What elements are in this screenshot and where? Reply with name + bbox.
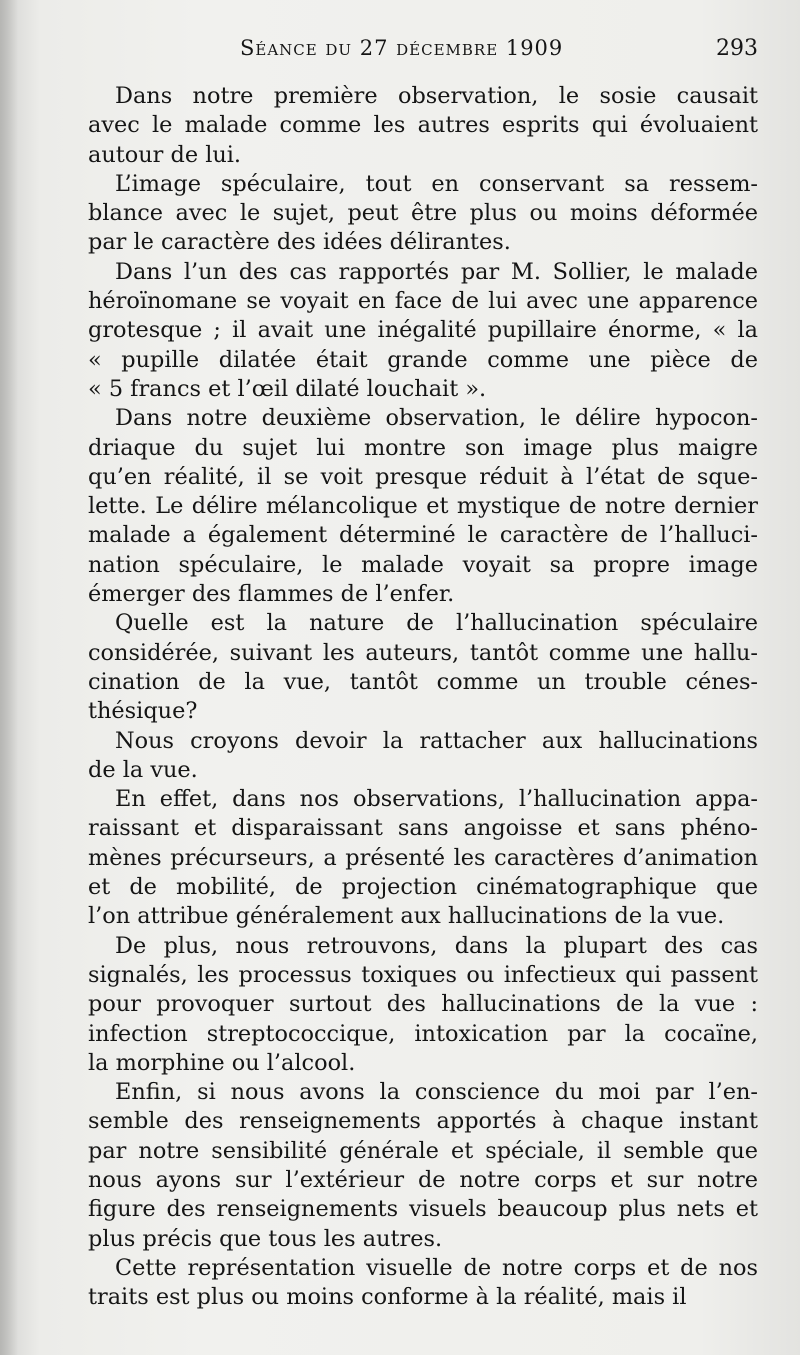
text-line: plus précis que tous les autres. [88, 1225, 443, 1252]
text-line: blance avec le sujet, peut être plus ou moins déformée [88, 200, 758, 227]
text-line: héroïnomane se voyait en face de lui avec une apparence [88, 288, 758, 315]
text-line: mènes précurseurs, a présenté les caractères d’animation [88, 844, 758, 871]
text-line: Nous croyons devoir la rattacher aux hallucinations [115, 727, 758, 754]
page-header [88, 36, 758, 68]
text-line: par notre sensibilité générale et spéciale, il semble que [88, 1137, 758, 1164]
paragraph [88, 785, 758, 931]
text-line: traits est plus ou moins conforme à la réalité, mais il [88, 1284, 687, 1311]
text-line: nation spéculaire, le malade voyait sa propre image [88, 551, 758, 578]
body-text [88, 82, 758, 1312]
paragraph [88, 609, 758, 726]
text-line: cination de la vue, tantôt comme un trouble cénes- [88, 668, 758, 695]
text-line: L’image spéculaire, tout en conservant sa ressem- [115, 170, 758, 197]
paragraph [88, 170, 758, 258]
text-line: Enfin, si nous avons la conscience du moi par l’en- [115, 1079, 758, 1106]
text-line: et de mobilité, de projection cinématographique que [88, 874, 758, 901]
text-line: Cette représentation visuelle de notre corps et de nos [115, 1254, 758, 1281]
text-line: driaque du sujet lui montre son image plus maigre [88, 434, 758, 461]
text-line: l’on attribue généralement aux hallucinations de la vue. [88, 903, 725, 930]
text-line: avec le malade comme les autres esprits qui évoluaient [88, 112, 758, 139]
text-line: semble des renseignements apportés à chaque instant [88, 1108, 758, 1135]
text-line: considérée, suivant les auteurs, tantôt comme une hallu- [88, 639, 758, 666]
text-line: nous ayons sur l’extérieur de notre corps et sur notre [88, 1166, 758, 1193]
paragraph [88, 932, 758, 1078]
paragraph [88, 258, 758, 404]
paragraph [88, 1078, 758, 1254]
paragraph [88, 1254, 758, 1313]
text-line: malade a également déterminé le caractère de l’halluci- [88, 522, 758, 549]
text-line: De plus, nous retrouvons, dans la plupart des cas [115, 932, 758, 959]
text-line: Dans l’un des cas rapportés par M. Sollier, le malade [115, 258, 758, 285]
text-line: Dans notre première observation, le sosie causait [115, 83, 758, 109]
text-line: figure des renseignements visuels beaucoup plus nets et [88, 1196, 758, 1223]
text-line: grotesque ; il avait une inégalité pupillaire énorme, « la [88, 317, 758, 344]
paragraph [88, 404, 758, 609]
text-line: infection streptococcique, intoxication par la cocaïne, [88, 1020, 758, 1047]
text-line: par le caractère des idées délirantes. [88, 229, 511, 256]
text-line: qu’en réalité, il se voit presque réduit à l’état de sque- [88, 463, 758, 490]
text-line: émerger des flammes de l’enfer. [88, 581, 455, 608]
text-line: de la vue. [88, 756, 198, 783]
page-number: 293 [716, 36, 758, 61]
page-gutter-shadow [0, 0, 18, 1355]
text-line: pour provoquer surtout des hallucinations de la vue : [88, 991, 758, 1018]
text-line: signalés, les processus toxiques ou infectieux qui passent [88, 961, 758, 988]
text-line: « pupille dilatée était grande comme une pièce de [88, 346, 758, 373]
text-line: la morphine ou l’alcool. [88, 1049, 356, 1076]
text-line: « 5 francs et l’œil dilaté louchait ». [88, 375, 487, 402]
text-line: lette. Le délire mélancolique et mystique de notre dernier [88, 493, 758, 520]
paragraph [88, 727, 758, 786]
text-line: raissant et disparaissant sans angoisse et sans phéno- [88, 815, 758, 842]
text-line: Dans notre deuxième observation, le délire hypocon- [115, 405, 758, 432]
text-line: thésique? [88, 698, 198, 725]
text-line: autour de lui. [88, 141, 242, 168]
paragraph [88, 82, 758, 170]
text-line: En effet, dans nos observations, l’hallucination appa- [115, 786, 758, 813]
text-line: Quelle est la nature de l’hallucination spéculaire [115, 610, 758, 637]
running-head: Séance du 27 décembre 1909 [240, 36, 564, 60]
